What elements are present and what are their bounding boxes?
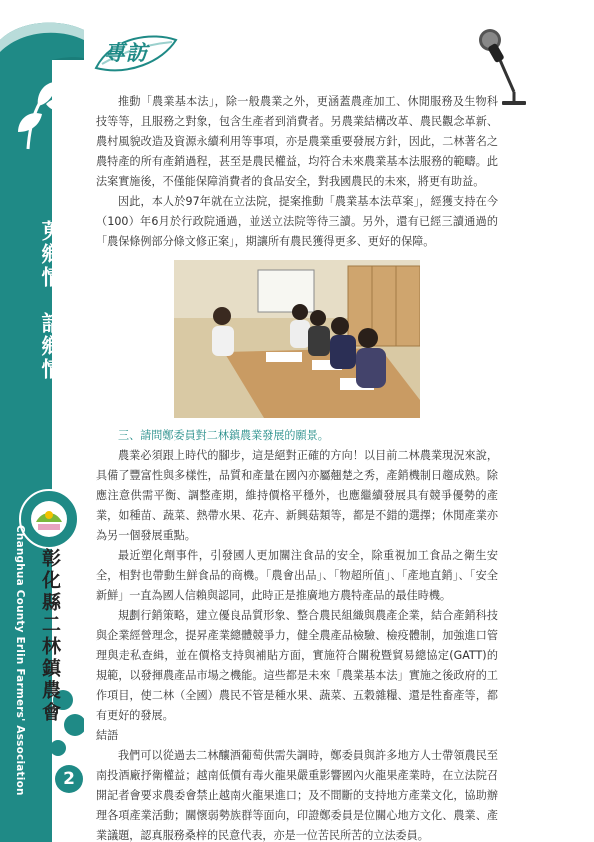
sidebar [0, 0, 84, 842]
page-number: 2 [55, 765, 83, 793]
paragraph: 農業必須跟上時代的腳步，這是絕對正確的方向！以目前二林農業現況來說，具備了豐富性與多樣性，品質和產量在國內亦屬翹楚之秀，產銷機制日趨成熟。除應注意供需平衡、調整產期，維持價格平穩外，也應繼續發展具有競爭優勢的產業，如種苗、蔬菜、熱帶水果、花卉、新興菇類等，都是不錯的選擇；休閒產業亦為另一個發展重點。 [96, 449, 498, 542]
closing-title: 結語 [96, 729, 119, 742]
association-name-chinese: 彰化縣二林鎮農會 [39, 548, 61, 724]
article-body [96, 92, 498, 842]
leaf-decoration-icon [8, 64, 78, 154]
meeting-photo [174, 260, 420, 418]
paragraph: 推動「農業基本法」，除一般農業之外，更涵蓋農產加工、休閒服務及生物科技等等，且服務之對象，包含生產者到消費者。另農業結構改革、農民觀念革新、農村風貌改造及資源永續利用等事項，亦是農業重要發展方針，因此，二林著名之農特產的所有產銷過程，甚至是農民權益，均符合未來農業基本法服務的範疇。此法案實施後，不僅能保障消費者的食品安全，對我國農民的未來，將更有助益。 [96, 95, 498, 188]
paragraph: 我們可以從過去二林釀酒葡萄供需失調時，鄭委員與許多地方人士帶領農民至南投酒廠抒衛權益；越南低價有毒火龍果嚴重影響國內火龍果產業時，在立法院召開記者會要求農委會禁止越南火龍果進口；及不間斷的支持地方產業文化，協助辦理各項產業活動；關懷弱勢族群等面向，印證鄭委員是位關心地方文化、農業、產業議題，認真服務桑梓的民意代表，亦是一位苦民所苦的立法委員。 [96, 749, 498, 842]
paragraph: 最近塑化劑事件，引發國人更加關注食品的安全，除重視加工食品之衛生安全，相對也帶動生鮮食品的商機。「農會出品」、「物超所值」、「產地直銷」、「安全新鮮」一直為國人信賴與認同，此時正是推廣地方農特產品的最佳時機。 [96, 549, 498, 602]
paragraph: 因此，本人於97年就在立法院，提案推動「農業基本法草案」，經獲支持在今（100）年6月於行政院通過，並送立法院等待三讀。另外，還有已經三讀通過的「農保條例部分條文修正案」，期讓所有農民獲得更多、更好的保障。 [96, 195, 498, 248]
section-banner: 專訪 [104, 41, 148, 65]
sidebar-title: 蒐鄉情．話鄉情 [39, 220, 63, 381]
meeting-photo-image [174, 260, 420, 418]
section-heading: 三、請問鄭委員對二林鎮農業發展的願景。 [118, 429, 329, 442]
paragraph: 規劃行銷策略，建立優良品質形象、整合農民組織與農產企業，結合產銷科技與企業經營理念，提昇產業總體競爭力，健全農產品檢驗、檢疫體制，加強進口管理與走私查緝，並在價格支持與補貼方面，實施符合關稅暨貿易總協定(GATT)的規範，以發揮農產品市場之機能。這些都是未來「農業基本法」實施之後政府的工作項目，使二林（全國）農民不管是種水果、蔬菜、五穀雜糧、還是牲畜產等，都有更好的發展。 [96, 609, 498, 722]
association-logo-icon [18, 488, 80, 550]
association-name-english: Changhua County Erlin Farmers' Association [14, 525, 26, 796]
